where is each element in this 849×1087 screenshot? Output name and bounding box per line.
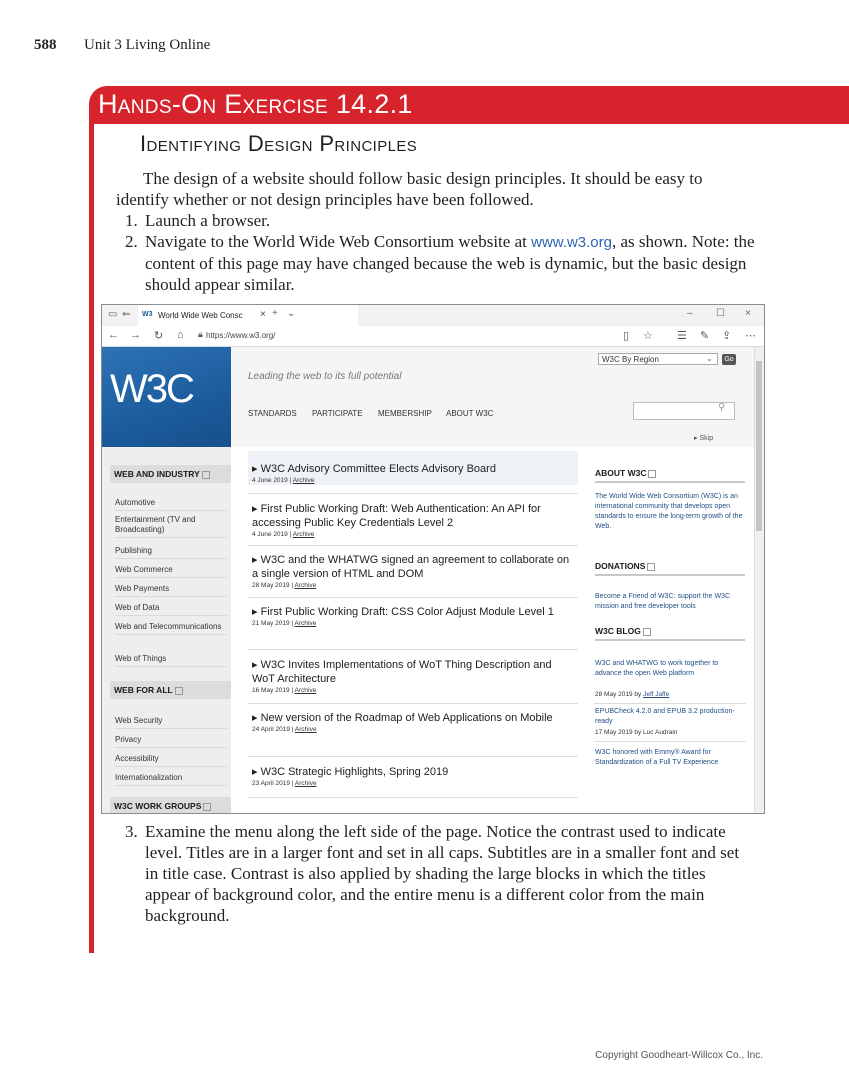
blog-post-date: 28 May 2019 by Jeff Jaffe <box>595 691 670 698</box>
region-select[interactable]: W3C By Region <box>598 353 718 365</box>
collapse-box-icon <box>648 470 656 478</box>
refresh-icon[interactable]: ↻ <box>154 330 164 342</box>
collapse-box-icon <box>647 563 655 571</box>
bullet-arrow-icon: ▸ <box>252 554 261 566</box>
news-divider <box>248 493 578 494</box>
donations-text[interactable]: Become a Friend of W3C: support the W3C mission and free developer tools <box>595 593 730 610</box>
news-item[interactable]: ▸ W3C Strategic Highlights, Spring 2019 23 April 2019 | Archive <box>252 766 449 787</box>
archive-link[interactable]: Archive <box>294 780 317 787</box>
bullet-arrow-icon: ▸ <box>252 766 261 778</box>
step-number: 1. <box>125 211 138 230</box>
more-icon[interactable]: ⋯ <box>745 330 756 342</box>
menu-item[interactable]: Privacy <box>115 735 227 748</box>
menu-item[interactable]: Internationalization <box>115 773 227 786</box>
site-tagline: Leading the web to its full potential <box>248 371 402 382</box>
step-3 <box>125 821 755 926</box>
forward-arrow-icon[interactable]: → <box>130 329 141 341</box>
archive-link[interactable]: Archive <box>294 726 317 733</box>
go-button[interactable]: Go <box>722 354 736 365</box>
skip-arrow-icon: ▸ <box>694 435 700 442</box>
menu-item[interactable]: Web Security <box>115 716 227 729</box>
nav-membership[interactable]: MEMBERSHIP <box>378 409 432 418</box>
about-w3c-text[interactable]: The World Wide Web Consortium (W3C) is an international community that develops open standards to ensure the long-term growth of the Web. <box>595 493 743 530</box>
pen-icon[interactable]: ✎ <box>700 330 710 342</box>
url-field[interactable]: https://www.w3.org/ <box>206 331 276 340</box>
unit-title: Unit 3 Living Online <box>84 37 211 53</box>
donations-heading: DONATIONS <box>595 561 745 576</box>
w3c-site <box>102 347 754 813</box>
menu-title-work-groups[interactable]: W3C WORK GROUPS <box>110 797 231 814</box>
collapse-box-icon <box>643 628 651 636</box>
tab-preview-icon[interactable]: ▭ <box>108 309 118 320</box>
archive-link[interactable]: Archive <box>292 477 315 484</box>
w3c-favicon-icon: W3 <box>142 311 153 318</box>
skip-link[interactable]: ▸ Skip <box>694 435 714 442</box>
favorite-star-icon[interactable]: ☆ <box>643 330 653 342</box>
favorites-list-icon[interactable]: ☰ <box>677 330 687 342</box>
menu-item[interactable]: Entertainment (TV and Broadcasting) <box>115 515 227 538</box>
step-text: Launch a browser. <box>145 211 271 230</box>
nav-standards[interactable]: STANDARDS <box>248 409 297 418</box>
search-icon[interactable]: ⚲ <box>718 402 726 413</box>
blog-post-title[interactable]: W3C honored with Emmy® Award for Standardization of a Full TV Experience <box>595 749 719 766</box>
about-w3c-heading: ABOUT W3C <box>595 468 745 483</box>
blog-divider <box>594 741 746 742</box>
archive-link[interactable]: Archive <box>292 531 315 538</box>
step-number: 3. <box>125 822 138 841</box>
menu-item[interactable]: Web Commerce <box>115 565 227 578</box>
collapse-box-icon <box>175 687 183 695</box>
bullet-arrow-icon: ▸ <box>252 659 261 671</box>
tab-label: World Wide Web Consc <box>158 311 243 320</box>
bullet-arrow-icon: ▸ <box>252 712 261 724</box>
news-item[interactable]: ▸ First Public Working Draft: Web Authentication: An API for accessing Public Key Credentials Level 2 4 June 2019 | Archive <box>252 503 541 538</box>
menu-item[interactable]: Web of Things <box>115 654 227 667</box>
menu-item[interactable]: Web and Telecommunications <box>115 622 227 635</box>
blog-post-date: 17 May 2019 by Luc Audrain <box>595 729 678 736</box>
step-1 <box>125 210 755 231</box>
news-divider <box>248 597 578 598</box>
copyright: Copyright Goodheart-Willcox Co., Inc. <box>595 1050 763 1061</box>
news-divider <box>248 649 578 650</box>
archive-link[interactable]: Archive <box>294 620 317 627</box>
bullet-arrow-icon: ▸ <box>252 503 261 515</box>
exercise-title: Hands-On Exercise 14.2.1 <box>98 89 413 119</box>
news-item[interactable]: ▸ W3C Advisory Committee Elects Advisory Board 4 June 2019 | Archive <box>252 463 496 484</box>
news-item[interactable]: ▸ First Public Working Draft: CSS Color Adjust Module Level 1 21 May 2019 | Archive <box>252 606 554 627</box>
nav-participate[interactable]: PARTICIPATE <box>312 409 363 418</box>
step-text: Examine the menu along the left side of the page. Notice the contrast used to indicate level. Titles are in a larger font and set in all caps. Subtitles are in a smaller font and set in title case. Contrast is also applied by shading the large blocks in which the titles appear of background color, and the entire menu is a different color from the main background. <box>145 822 740 925</box>
news-item[interactable]: ▸ W3C Invites Implementations of WoT Thing Description and WoT Architecture 16 May 2019 | Archive <box>252 659 552 694</box>
blog-divider <box>594 703 746 704</box>
left-menu <box>102 447 231 813</box>
tab-list-icon[interactable]: ⌄ <box>287 308 296 319</box>
nav-about-w3c[interactable]: ABOUT W3C <box>446 409 494 418</box>
step-text: Navigate to the World Wide Web Consortium website at www.w3.org, as shown. Note: the content of this page may have changed because the web is dynamic, but the basic design should appear similar. <box>145 232 755 294</box>
menu-title-web-and-industry[interactable]: WEB AND INDUSTRY <box>110 465 231 483</box>
menu-item[interactable]: Publishing <box>115 546 227 559</box>
menu-title-web-for-all[interactable]: WEB FOR ALL <box>110 681 231 699</box>
tab-bar <box>102 305 764 326</box>
collapse-box-icon <box>202 471 210 479</box>
share-icon[interactable]: ⇪ <box>722 330 732 342</box>
w3-link[interactable]: www.w3.org <box>531 234 612 251</box>
menu-item[interactable]: Automotive <box>115 498 227 511</box>
blog-post-title[interactable]: W3C and WHATWG to work together to advance the open Web platform <box>595 660 719 677</box>
minimize-icon[interactable]: – <box>687 308 693 319</box>
browser-tab[interactable] <box>138 305 358 326</box>
page-number: 588 <box>34 37 57 53</box>
back-tabs-icon[interactable]: ⇐ <box>122 309 131 320</box>
step-number: 2. <box>125 232 138 251</box>
new-tab-icon[interactable]: + <box>272 308 278 319</box>
w3c-logo: W3C <box>110 367 193 411</box>
w3c-blog-heading: W3C BLOG <box>595 626 745 641</box>
chevron-down-icon: ⌄ <box>706 354 713 363</box>
collapse-box-icon <box>203 803 211 811</box>
archive-link[interactable]: Archive <box>294 687 317 694</box>
exercise-left-rule <box>89 118 94 953</box>
archive-link[interactable]: Archive <box>294 582 317 589</box>
menu-item[interactable]: Web Payments <box>115 584 227 597</box>
news-divider <box>248 545 578 546</box>
browser-screenshot <box>101 304 765 814</box>
lock-icon: 🔒︎ <box>198 329 203 339</box>
exercise-subtitle: Identifying Design Principles <box>140 131 418 156</box>
news-item[interactable]: ▸ New version of the Roadmap of Web Applications on Mobile 24 April 2019 | Archive <box>252 712 553 733</box>
news-item[interactable]: ▸ W3C and the WHATWG signed an agreement to collaborate on a single version of HTML and DOM 28 May 2019 | Archive <box>252 554 570 589</box>
home-icon[interactable]: ⌂ <box>177 329 184 341</box>
menu-item[interactable]: Accessibility <box>115 754 227 767</box>
step-2 <box>125 231 755 295</box>
intro-paragraph: The design of a website should follow basic design principles. It should be easy to identify whether or not design principles have been followed. <box>116 169 703 209</box>
close-window-icon[interactable]: × <box>745 308 751 319</box>
news-divider <box>248 756 578 757</box>
scrollbar-thumb[interactable] <box>756 361 762 531</box>
bullet-arrow-icon: ▸ <box>252 606 261 618</box>
author-link[interactable]: Jeff Jaffe <box>643 691 670 698</box>
menu-item[interactable]: Web of Data <box>115 603 227 616</box>
news-divider <box>248 797 578 798</box>
news-divider <box>248 703 578 704</box>
close-tab-icon[interactable]: × <box>260 309 266 320</box>
reading-view-icon[interactable]: ▯ <box>623 330 630 342</box>
maximize-icon[interactable]: ☐ <box>716 308 725 319</box>
bullet-arrow-icon: ▸ <box>252 463 261 475</box>
back-arrow-icon[interactable]: ← <box>108 329 119 341</box>
blog-post-title[interactable]: EPUBCheck 4.2.0 and EPUB 3.2 production-ready <box>595 708 735 725</box>
